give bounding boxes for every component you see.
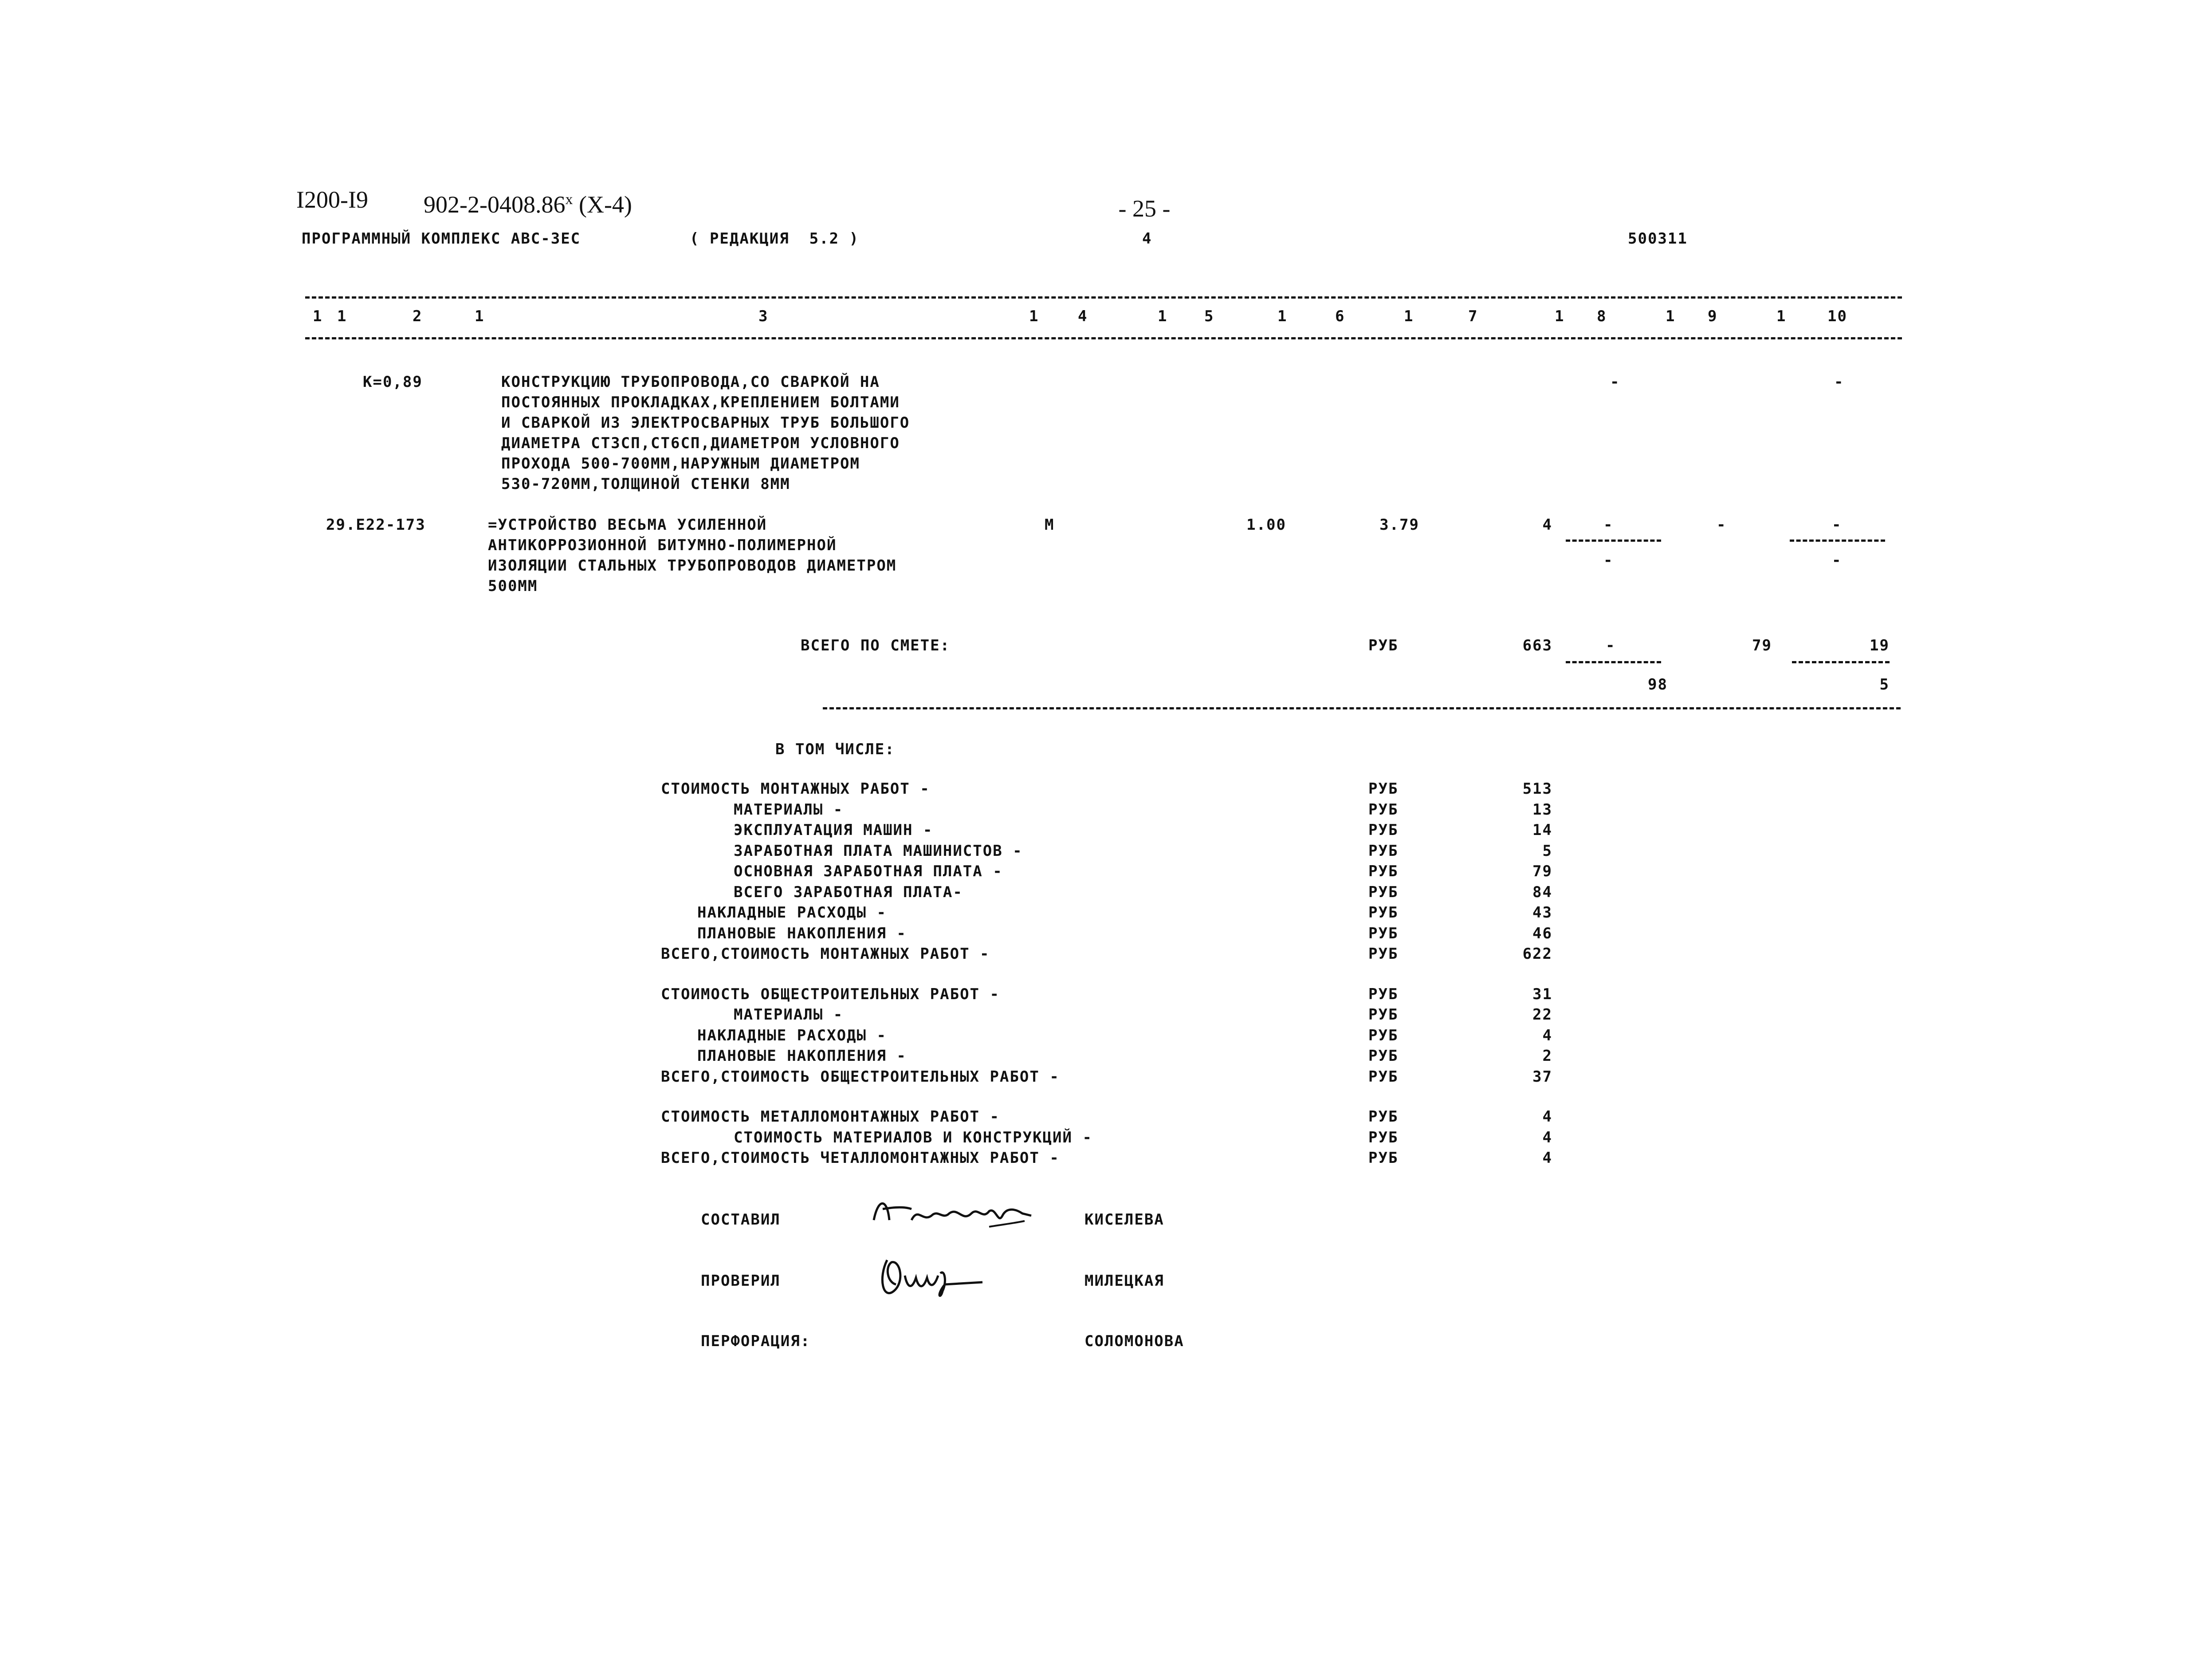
column-number: 7 [1468,307,1478,325]
item-quantity: 1.00 [1246,516,1286,534]
breakdown-value: 84 [1532,883,1552,901]
breakdown-value: 513 [1522,780,1552,798]
item-description-line: 530-720ММ,ТОЛЩИНОЙ СТЕНКИ 8ММ [501,475,790,493]
including-label: В ТОМ ЧИСЛЕ: [775,740,895,758]
column-separator: 1 [337,307,347,325]
doc-code-sup: x [565,191,573,208]
perforation-label: ПЕРФОРАЦИЯ: [701,1332,811,1350]
doc-left-number: I200-I9 [296,186,368,213]
sheet-number: 4 [1142,230,1152,248]
column-number: 2 [413,307,423,325]
breakdown-unit: РУБ [1368,1128,1399,1146]
breakdown-label: ПЛАНОВЫЕ НАКОПЛЕНИЯ - [697,1047,907,1065]
grand-total-label: ВСЕГО ПО СМЕТЕ: [801,637,951,654]
item-total: 4 [1542,516,1552,534]
doc-code: 902-2-0408.86$^x$ (X-4) [424,191,632,218]
breakdown-label: СТОИМОСТЬ МЕТАЛЛОМОНТАЖНЫХ РАБОТ - [661,1108,1000,1126]
breakdown-label: НАКЛАДНЫЕ РАСХОДЫ - [697,1026,887,1044]
table-header-rule [305,337,1902,339]
breakdown-value: 4 [1542,1149,1552,1167]
column-number: 10 [1827,307,1847,325]
breakdown-label: СТОИМОСТЬ ОБЩЕСТРОИТЕЛЬНЫХ РАБОТ - [661,985,1000,1003]
grand-total-unit: РУБ [1368,637,1399,654]
column-separator: 1 [1404,307,1414,325]
item-description-line: ДИАМЕТРА СТЗСП,СТ6СП,ДИАМЕТРОМ УСЛОВНОГО [501,434,900,452]
breakdown-label: ОСНОВНАЯ ЗАРАБОТНАЯ ПЛАТА - [734,862,1003,880]
column-number: 6 [1335,307,1345,325]
item-description [488,515,896,596]
compiled-name: КИСЕЛЕВА [1084,1211,1164,1229]
breakdown-value: 79 [1532,862,1552,880]
breakdown-unit: РУБ [1368,985,1399,1003]
item-col8-numerator: - [1603,516,1614,534]
column-separator: 1 [1158,307,1168,325]
item-description-line: АНТИКОРРОЗИОННОЙ БИТУМНО-ПОЛИМЕРНОЙ [488,536,837,554]
breakdown-label: ПЛАНОВЫЕ НАКОПЛЕНИЯ - [697,924,907,942]
breakdown-label: ВСЕГО ЗАРАБОТНАЯ ПЛАТА- [734,883,963,901]
item-code: 29.Е22-173 [326,516,426,534]
grand-total-col8-numerator: - [1606,637,1616,654]
breakdown-unit: РУБ [1368,945,1399,963]
breakdown-unit: РУБ [1368,883,1399,901]
breakdown-unit: РУБ [1368,1006,1399,1024]
breakdown-unit: РУБ [1368,924,1399,942]
breakdown-label: ВСЕГО,СТОИМОСТЬ ЧЕТАЛЛОМОНТАЖНЫХ РАБОТ - [661,1149,1060,1167]
breakdown-label: ЭКСПЛУАТАЦИЯ МАШИН - [734,821,933,839]
breakdown-value: 14 [1532,821,1552,839]
item-col10: - [1834,373,1844,391]
edition: ( РЕДАКЦИЯ 5.2 ) [690,230,859,248]
grand-total-value: 663 [1522,637,1552,654]
breakdown-unit: РУБ [1368,1047,1399,1065]
signature-compiled [869,1189,1038,1238]
table-top-rule [305,296,1902,299]
column-number: 3 [758,307,769,325]
breakdown-value: 622 [1522,945,1552,963]
breakdown-value: 31 [1532,985,1552,1003]
item-col10-denominator: - [1832,551,1842,569]
grand-total-col10-numerator: 19 [1870,637,1890,654]
fraction-rule [1566,661,1661,663]
item-description-line: 500ММ [488,577,538,595]
breakdown-label: НАКЛАДНЫЕ РАСХОДЫ - [697,904,887,922]
breakdown-unit: РУБ [1368,904,1399,922]
column-separator: 1 [1666,307,1676,325]
item-description-line: ПОСТОЯННЫХ ПРОКЛАДКАХ,КРЕПЛЕНИЕМ БОЛТАМИ [501,394,900,411]
item-description-line: КОНСТРУКЦИЮ ТРУБОПРОВОДА,СО СВАРКОЙ НА [501,373,880,391]
grand-total-col9: 79 [1752,637,1772,654]
breakdown-label: СТОИМОСТЬ МОНТАЖНЫХ РАБОТ - [661,780,930,798]
column-separator: 1 [1029,307,1039,325]
breakdown-unit: РУБ [1368,862,1399,880]
breakdown-value: 5 [1542,842,1552,860]
item-col9: - [1717,516,1727,534]
compiled-label: СОСТАВИЛ [701,1211,781,1229]
column-number: 5 [1204,307,1214,325]
checked-label: ПРОВЕРИЛ [701,1272,781,1290]
fraction-rule [1792,661,1890,663]
item-description-line: ИЗОЛЯЦИИ СТАЛЬНЫХ ТРУБОПРОВОДОВ ДИАМЕТРОМ [488,557,897,575]
breakdown-value: 4 [1542,1026,1552,1044]
breakdown-value: 2 [1542,1047,1552,1065]
item-unit: М [1045,516,1055,534]
breakdown-value: 43 [1532,904,1552,922]
breakdown-label: ВСЕГО,СТОИМОСТЬ МОНТАЖНЫХ РАБОТ - [661,945,990,963]
column-number: 4 [1078,307,1088,325]
breakdown-label: МАТЕРИАЛЫ - [734,800,844,819]
breakdown-unit: РУБ [1368,1108,1399,1126]
program-line: ПРОГРАММНЫЙ КОМПЛЕКС АВС-ЗЕС [302,230,581,248]
breakdown-label: СТОИМОСТЬ МАТЕРИАЛОВ И КОНСТРУКЦИЙ - [734,1128,1092,1146]
checked-name: МИЛЕЦКАЯ [1084,1272,1164,1290]
column-separator: 1 [1555,307,1565,325]
item-description-line: ПРОХОДА 500-700ММ,НАРУЖНЫМ ДИАМЕТРОМ [501,455,860,473]
breakdown-unit: РУБ [1368,1026,1399,1044]
totals-rule [823,707,1901,709]
breakdown-label: ЗАРАБОТНАЯ ПЛАТА МАШИНИСТОВ - [734,842,1023,860]
breakdown-value: 46 [1532,924,1552,942]
breakdown-unit: РУБ [1368,842,1399,860]
fraction-rule [1790,540,1885,542]
grand-total-col8-denominator: 98 [1648,676,1668,693]
breakdown-unit: РУБ [1368,1067,1399,1086]
column-separator: 1 [313,307,323,325]
breakdown-label: МАТЕРИАЛЫ - [734,1006,844,1024]
fraction-rule [1566,540,1661,542]
item-col8: - [1610,373,1620,391]
item-col8-denominator: - [1603,551,1614,569]
column-separator: 1 [475,307,485,325]
column-separator: 1 [1776,307,1787,325]
breakdown-value: 4 [1542,1128,1552,1146]
item-description [501,372,910,494]
breakdown-unit: РУБ [1368,800,1399,819]
breakdown-value: 13 [1532,800,1552,819]
item-code: К=0,89 [363,373,423,391]
perforation-name: СОЛОМОНОВА [1084,1332,1184,1350]
column-number: 8 [1597,307,1607,325]
breakdown-value: 4 [1542,1108,1552,1126]
item-description-line: И СВАРКОЙ ИЗ ЭЛЕКТРОСВАРНЫХ ТРУБ БОЛЬШОГО [501,414,910,432]
signature-checked [874,1242,1007,1309]
breakdown-value: 22 [1532,1006,1552,1024]
breakdown-unit: РУБ [1368,821,1399,839]
breakdown-label: ВСЕГО,СТОИМОСТЬ ОБЩЕСТРОИТЕЛЬНЫХ РАБОТ - [661,1067,1060,1086]
item-description-line: =УСТРОЙСТВО ВЕСЬМА УСИЛЕННОЙ [488,516,767,534]
column-separator: 1 [1277,307,1288,325]
item-price: 3.79 [1379,516,1419,534]
column-number: 9 [1708,307,1718,325]
breakdown-unit: РУБ [1368,1149,1399,1167]
page-number: - 25 - [1118,195,1171,222]
grand-total-col10-denominator: 5 [1879,676,1890,693]
breakdown-unit: РУБ [1368,780,1399,798]
code-right: 500311 [1628,230,1688,248]
breakdown-value: 37 [1532,1067,1552,1086]
item-col10-numerator: - [1832,516,1842,534]
